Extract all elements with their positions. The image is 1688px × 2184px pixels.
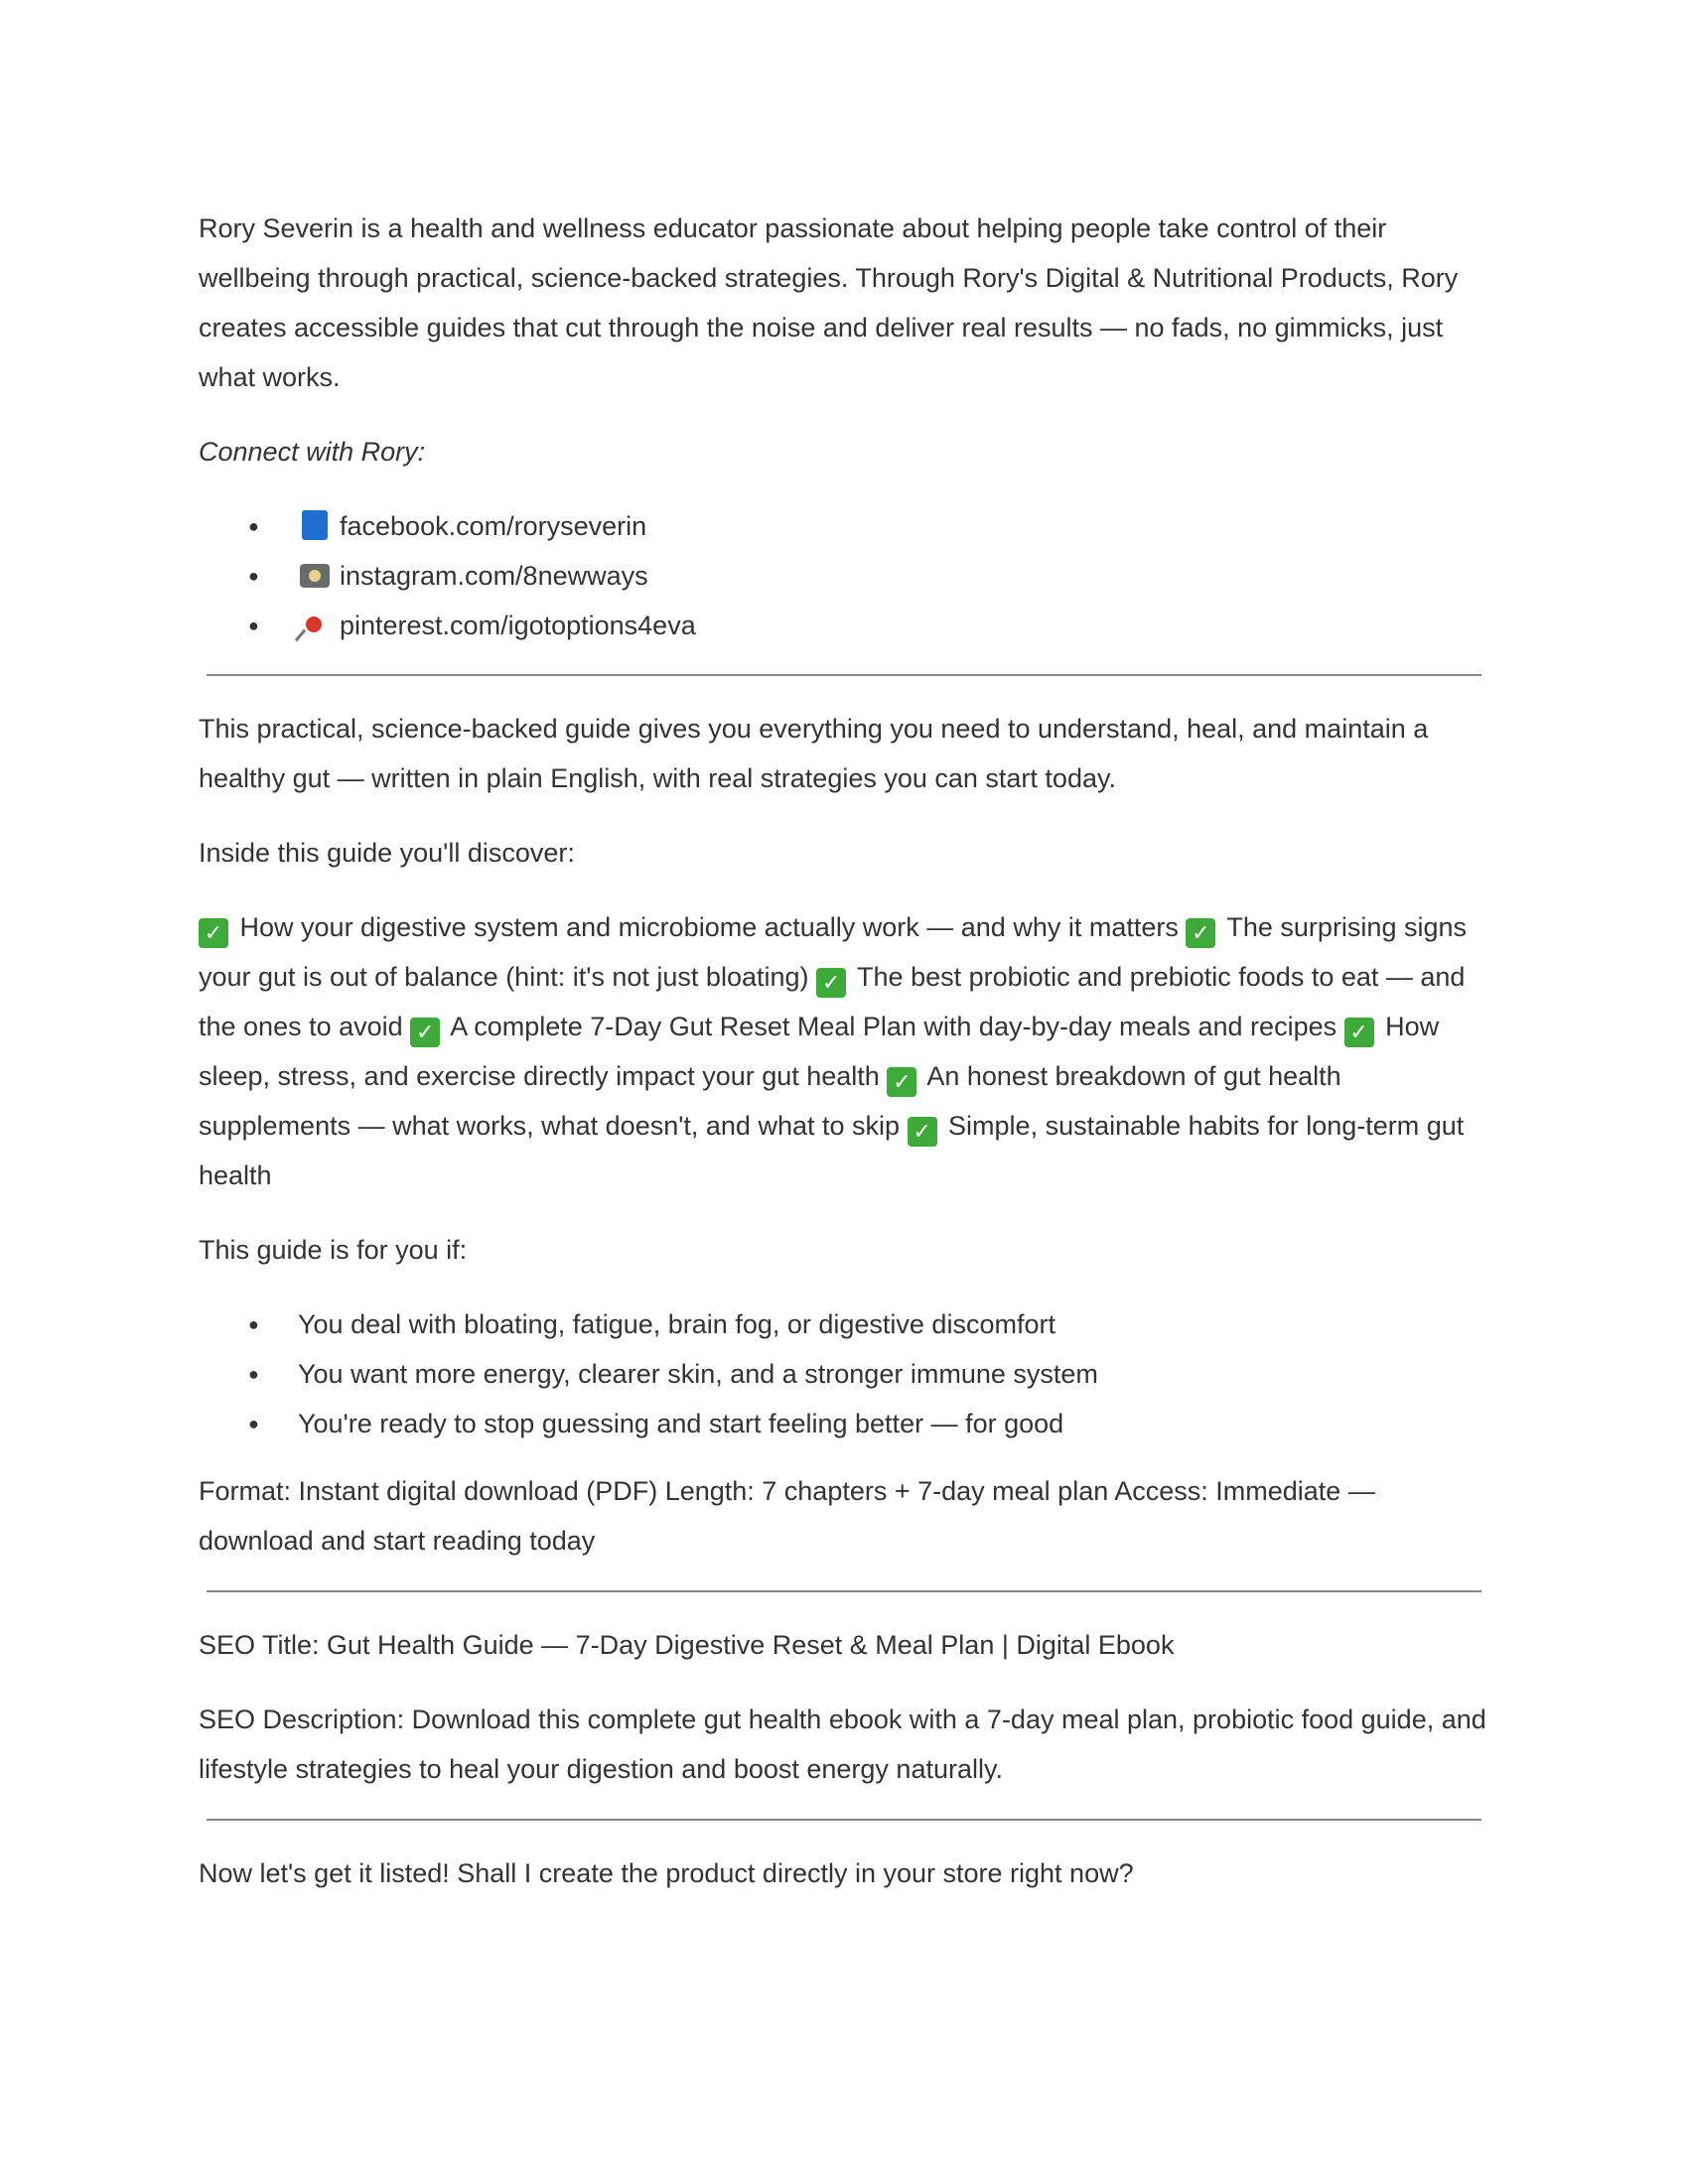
discover-item: The surprising signs your gut is out of balance (hint: it's not just bloating) <box>199 912 1467 992</box>
discover-item: A complete 7-Day Gut Reset Meal Plan with day-by-day meals and recipes <box>450 1012 1337 1041</box>
bullet-icon: ● <box>248 1364 259 1384</box>
divider <box>207 674 1481 676</box>
discover-paragraph <box>199 902 1489 1200</box>
audience-heading: This guide is for you if: <box>199 1235 468 1265</box>
seo-title: SEO Title: Gut Health Guide — 7-Day Digestive Reset & Meal Plan | Digital Ebook <box>199 1630 1175 1660</box>
book-icon <box>302 510 328 540</box>
social-links-list <box>199 501 1489 650</box>
discover-item: How your digestive system and microbiome actually work — and why it matters <box>239 912 1179 942</box>
social-link-text[interactable]: instagram.com/8newways <box>340 561 648 591</box>
document-page <box>199 204 1489 1923</box>
discover-item: Simple, sustainable habits for long-term gut health <box>199 1111 1465 1190</box>
format-details: Format: Instant digital download (PDF) Length: 7 chapters + 7-day meal plan Access: Immediate — download and start reading today <box>199 1476 1375 1556</box>
audience-item: You're ready to stop guessing and start feeling better — for good <box>298 1409 1064 1438</box>
audience-item: You deal with bloating, fatigue, brain fog, or digestive discomfort <box>298 1309 1055 1339</box>
social-link-text[interactable]: pinterest.com/igotoptions4eva <box>340 611 696 640</box>
discover-item: How sleep, stress, and exercise directly impact your gut health <box>199 1012 1440 1091</box>
check-mark-icon: ✓ <box>1344 1018 1374 1047</box>
bullet-icon: ● <box>248 1414 259 1433</box>
guide-intro: This practical, science-backed guide gives you everything you need to understand, heal, and maintain a healthy gut — written in plain English, with real strategies you can start today. <box>199 714 1429 793</box>
social-link-pinterest[interactable] <box>248 601 1489 650</box>
check-mark-icon: ✓ <box>908 1117 937 1147</box>
check-mark-icon: ✓ <box>816 968 846 998</box>
bullet-icon: ● <box>248 566 259 586</box>
check-mark-icon: ✓ <box>1186 918 1215 948</box>
bullet-icon: ● <box>248 615 259 635</box>
bullet-icon: ● <box>248 1314 259 1334</box>
divider <box>207 1590 1481 1592</box>
discover-heading: Inside this guide you'll discover: <box>199 838 575 868</box>
camera-icon <box>300 564 330 588</box>
discover-item: The best probiotic and prebiotic foods to eat — and the ones to avoid <box>199 962 1466 1041</box>
seo-description: SEO Description: Download this complete gut health ebook with a 7-day meal plan, probiotic food guide, and lifestyle strategies to heal your digestion and boost energy naturally. <box>199 1705 1486 1784</box>
closing-question: Now let's get it listed! Shall I create the product directly in your store right now? <box>199 1858 1134 1888</box>
discover-item: An honest breakdown of gut health supplements — what works, what doesn't, and what to skip <box>199 1061 1341 1141</box>
check-mark-icon: ✓ <box>410 1018 440 1047</box>
divider <box>207 1819 1481 1821</box>
bullet-icon: ● <box>248 516 259 536</box>
check-mark-icon: ✓ <box>199 918 228 948</box>
list-item <box>248 1349 1489 1399</box>
connect-heading: Connect with Rory: <box>199 437 426 467</box>
list-item <box>248 1299 1489 1349</box>
social-link-text[interactable]: facebook.com/roryseverin <box>340 511 647 541</box>
social-link-facebook[interactable] <box>248 501 1489 551</box>
social-link-instagram[interactable] <box>248 551 1489 601</box>
audience-list <box>199 1299 1489 1448</box>
check-mark-icon: ✓ <box>887 1067 916 1097</box>
author-bio: Rory Severin is a health and wellness educator passionate about helping people take control of their wellbeing through practical, science-backed strategies. Through Rory's Digital & Nutritional Products, Rory creates accessible guides that cut through the noise and deliver real results — no fads, no gimmicks, just what works. <box>199 213 1459 392</box>
list-item <box>248 1399 1489 1448</box>
audience-item: You want more energy, clearer skin, and a stronger immune system <box>298 1359 1098 1389</box>
pushpin-icon <box>306 616 322 632</box>
